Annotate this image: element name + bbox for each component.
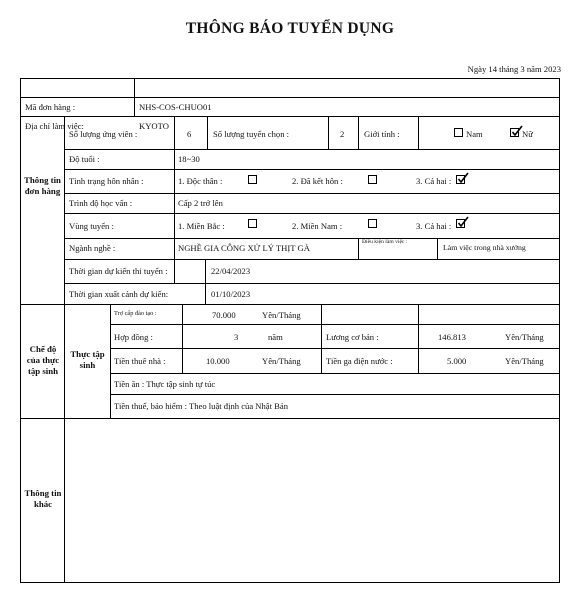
contract-unit: năm bbox=[268, 332, 283, 342]
occupation-value: NGHỀ GIA CÔNG XỬ LÝ THỊT GÀ bbox=[178, 243, 310, 253]
region-both-checkbox[interactable] bbox=[456, 219, 465, 228]
education-value: Cấp 2 trở lên bbox=[178, 198, 223, 208]
utilities-value: 5.000 bbox=[447, 356, 467, 366]
marital-option-1: 1. Độc thân : bbox=[178, 176, 223, 186]
training-allowance-value: 70.000 bbox=[212, 310, 236, 320]
training-allowance-unit: Yên/Tháng bbox=[262, 310, 301, 320]
selected-value: 2 bbox=[340, 129, 345, 139]
workplace-value: KYOTO bbox=[139, 121, 169, 131]
contract-label: Hợp đồng : bbox=[114, 332, 153, 342]
male-checkbox[interactable] bbox=[454, 128, 463, 137]
departure-label: Thời gian xuất cảnh dự kiến: bbox=[69, 289, 169, 299]
utilities-unit: Yên/Tháng bbox=[505, 356, 544, 366]
occupation-label: Ngành nghề : bbox=[69, 243, 116, 253]
conditions-label: Điều kiện làm việc : bbox=[362, 239, 408, 245]
female-label: Nữ bbox=[522, 129, 533, 139]
section-trainee-regime: Chế độ của thực tập sinh bbox=[26, 344, 60, 376]
region-option-1: 1. Miền Bắc : bbox=[178, 221, 225, 231]
marital-married-checkbox[interactable] bbox=[368, 175, 377, 184]
departure-value: 01/10/2023 bbox=[211, 289, 251, 299]
meals-text: Tiền ăn : Thực tập sinh tự túc bbox=[114, 379, 216, 389]
tax-text: Tiền thuế, bảo hiểm : Theo luật định của Nhật Bản bbox=[114, 401, 288, 411]
gender-label: Giới tính : bbox=[364, 129, 400, 139]
workplace-label: Địa chỉ làm việc: bbox=[25, 121, 84, 131]
marital-label: Tình trạng hôn nhân : bbox=[69, 176, 144, 186]
exam-date-label: Thời gian dự kiến thi tuyển : bbox=[69, 266, 168, 276]
female-checkbox[interactable] bbox=[510, 128, 519, 137]
salary-label: Lương cơ bản : bbox=[326, 332, 379, 342]
conditions-value: Làm việc trong nhà xưởng bbox=[443, 243, 526, 252]
marital-both-checkbox[interactable] bbox=[456, 175, 465, 184]
section-other-info: Thông tin khác bbox=[24, 488, 62, 509]
region-option-2: 2. Miền Nam : bbox=[292, 221, 343, 231]
page-title: THÔNG BÁO TUYỂN DỤNG bbox=[185, 20, 395, 37]
region-option-3: 3. Cả hai : bbox=[416, 221, 452, 231]
training-allowance-label: Trợ cấp đào tạo : bbox=[114, 310, 157, 317]
section-order-info: Thông tin đơn hàng bbox=[24, 175, 61, 196]
selected-label: Số lượng tuyển chọn : bbox=[213, 129, 290, 139]
rent-value: 10.000 bbox=[206, 356, 230, 366]
region-label: Vùng tuyển : bbox=[69, 221, 114, 231]
contract-value: 3 bbox=[234, 332, 239, 342]
rent-label: Tiền thuê nhà : bbox=[114, 356, 166, 366]
document-date: Ngày 14 tháng 3 năm 2023 bbox=[467, 64, 561, 74]
exam-date-value: 22/04/2023 bbox=[211, 266, 251, 276]
candidates-value: 6 bbox=[187, 129, 192, 139]
check-mark-icon bbox=[457, 173, 469, 185]
utilities-label: Tiền ga điện nước : bbox=[326, 356, 393, 366]
salary-unit: Yên/Tháng bbox=[505, 332, 544, 342]
marital-single-checkbox[interactable] bbox=[248, 175, 257, 184]
job-notice-form bbox=[20, 78, 560, 583]
education-label: Trình độ học vấn : bbox=[69, 198, 133, 208]
section-trainee: Thực tập sinh bbox=[70, 349, 105, 370]
region-south-checkbox[interactable] bbox=[368, 219, 377, 228]
marital-option-2: 2. Đã kết hôn : bbox=[292, 176, 343, 186]
male-label: Nam bbox=[466, 129, 483, 139]
rent-unit: Yên/Tháng bbox=[262, 356, 301, 366]
candidates-label: Số lượng ứng viên : bbox=[69, 129, 138, 139]
age-label: Độ tuổi : bbox=[69, 154, 100, 164]
check-mark-icon bbox=[457, 217, 469, 229]
region-north-checkbox[interactable] bbox=[248, 219, 257, 228]
order-code-label: Mã đơn hàng : bbox=[25, 102, 76, 112]
order-code-value: NHS-COS-CHUO01 bbox=[139, 102, 212, 112]
age-value: 18~30 bbox=[178, 154, 200, 164]
salary-value: 146.813 bbox=[438, 332, 466, 342]
marital-option-3: 3. Cả hai : bbox=[416, 176, 452, 186]
